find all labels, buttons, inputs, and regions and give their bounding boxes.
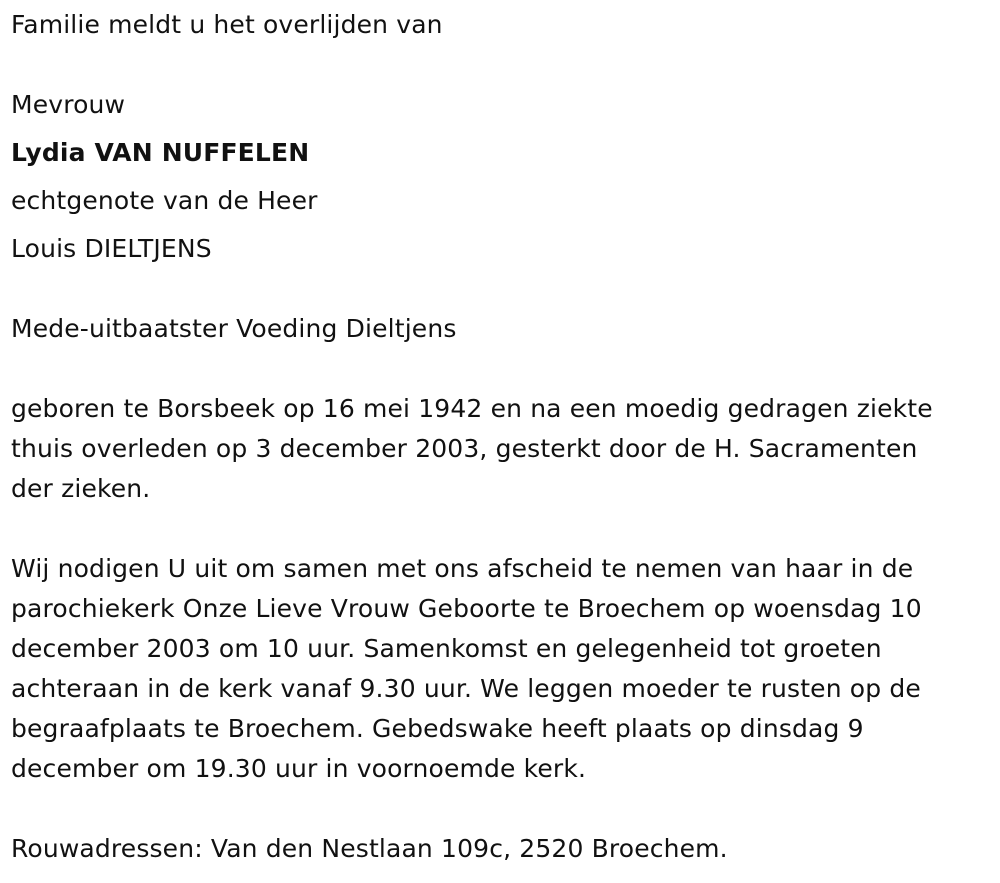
birth-death-line-2: thuis overleden op 3 december 2003, gesterkt door de H. Sacramenten — [11, 434, 918, 463]
invitation-line-2: parochiekerk Onze Lieve Vrouw Geboorte te Broechem op woensdag 10 — [11, 594, 922, 623]
invitation-line-4: achteraan in de kerk vanaf 9.30 uur. We leggen moeder te rusten op de — [11, 674, 921, 703]
spouse-label: echtgenote van de Heer — [11, 186, 318, 215]
spouse-name: Louis DIELTJENS — [11, 234, 212, 263]
honorific: Mevrouw — [11, 90, 126, 119]
invitation-line-1: Wij nodigen U uit om samen met ons afscheid te nemen van haar in de — [11, 554, 914, 583]
invitation-line-6: december om 19.30 uur in voornoemde kerk. — [11, 754, 587, 783]
mourning-address: Rouwadressen: Van den Nestlaan 109c, 2520 Broechem. — [11, 834, 728, 863]
birth-death-line-1: geboren te Borsbeek op 16 mei 1942 en na een moedig gedragen ziekte — [11, 394, 933, 423]
occupation: Mede-uitbaatster Voeding Dieltjens — [11, 314, 457, 343]
invitation-line-3: december 2003 om 10 uur. Samenkomst en gelegenheid tot groeten — [11, 634, 882, 663]
deceased-name: Lydia VAN NUFFELEN — [11, 138, 310, 167]
invitation-line-5: begraafplaats te Broechem. Gebedswake heeft plaats op dinsdag 9 — [11, 714, 864, 743]
birth-death-line-3: der zieken. — [11, 474, 151, 503]
intro-text: Familie meldt u het overlijden van — [11, 10, 443, 39]
